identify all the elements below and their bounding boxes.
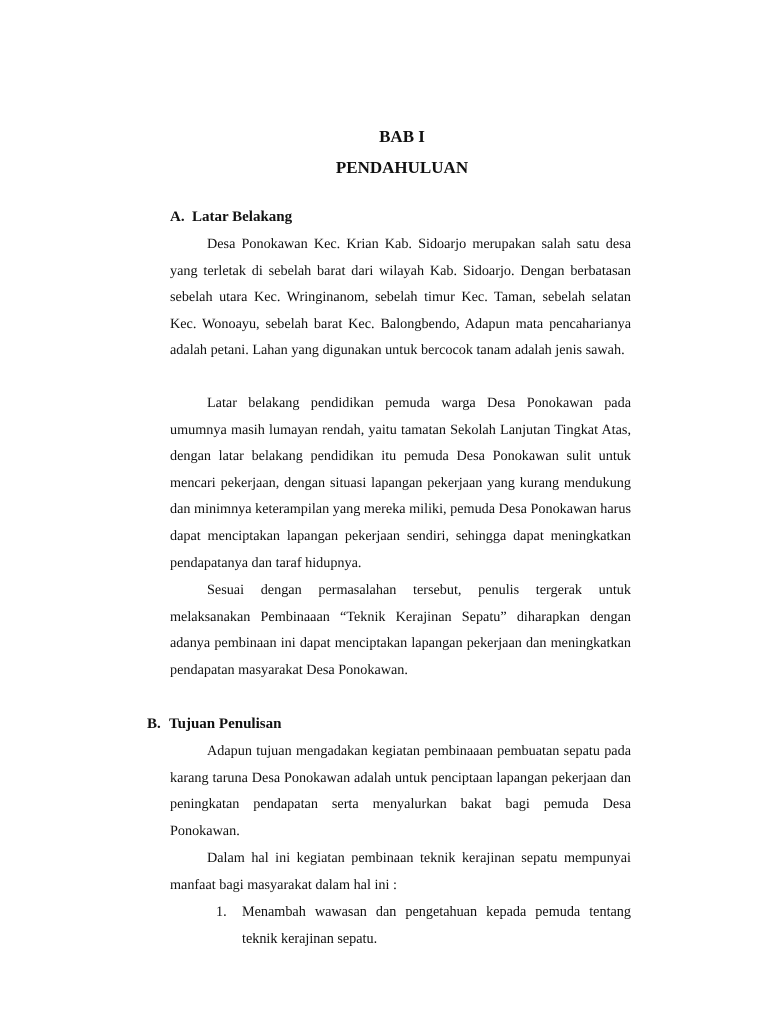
list-item-text: Menambah wawasan dan pengetahuan kepada pemuda tentang teknik kerajinan sepatu. xyxy=(242,904,631,947)
section-title-text: Tujuan Penulisan xyxy=(169,716,282,732)
section-heading-latar-belakang xyxy=(170,207,292,227)
numbered-list xyxy=(216,899,631,952)
list-number: 1. xyxy=(216,904,227,920)
list-item xyxy=(216,899,631,952)
paragraph: Dalam hal ini kegiatan pembinaan teknik kerajinan sepatu mempunyai manfaat bagi masyarakat dalam hal ini : xyxy=(170,850,631,893)
chapter-number: BAB I xyxy=(379,127,425,146)
paragraph: Latar belakang pendidikan pemuda warga Desa Ponokawan pada umumnya masih lumayan rendah, yaitu tamatan Sekolah Lanjutan Tingkat Atas, dengan latar belakang pendidikan itu pemuda Desa Ponokawan sulit untuk mencari pekerjaan, dengan situasi lapangan pekerjaan yang kurang mendukung dan minimnya keterampilan yang mereka miliki, pemuda Desa Ponokawan harus dapat menciptakan lapangan pekerjaan sendiri, sehingga dapat meningkatkan pendapatanya dan taraf hidupnya. xyxy=(170,395,631,571)
paragraph: Desa Ponokawan Kec. Krian Kab. Sidoarjo merupakan salah satu desa yang terletak di sebelah barat dari wilayah Kab. Sidoarjo. Dengan berbatasan sebelah utara Kec. Wringinanom, sebelah timur Kec. Taman, sebelah selatan Kec. Wonoayu, sebelah barat Kec. Balongbendo, Adapun mata pencaharianya adalah petani. Lahan yang digunakan untuk bercocok tanam adalah jenis sawah. xyxy=(170,236,631,359)
paragraph: Sesuai dengan permasalahan tersebut, penulis tergerak untuk melaksanakan Pembinaaan “Teknik Kerajinan Sepatu” diharapkan dengan adanya pembinaan ini dapat menciptakan lapangan pekerjaan dan meningkatkan pendapatan masyarakat Desa Ponokawan. xyxy=(170,582,631,678)
section-title-text: Latar Belakang xyxy=(192,209,293,225)
chapter-title: PENDAHULUAN xyxy=(335,158,469,177)
paragraph: Adapun tujuan mengadakan kegiatan pembinaaan pembuatan sepatu pada karang taruna Desa Ponokawan adalah untuk penciptaan lapangan pekerjaan dan peningkatan pendapatan serta menyalurkan bakat bagi pemuda Desa Ponokawan. xyxy=(170,743,631,839)
section-letter: B. xyxy=(147,716,161,732)
section-heading-tujuan-penulisan xyxy=(147,714,281,734)
section-letter: A. xyxy=(170,209,185,225)
